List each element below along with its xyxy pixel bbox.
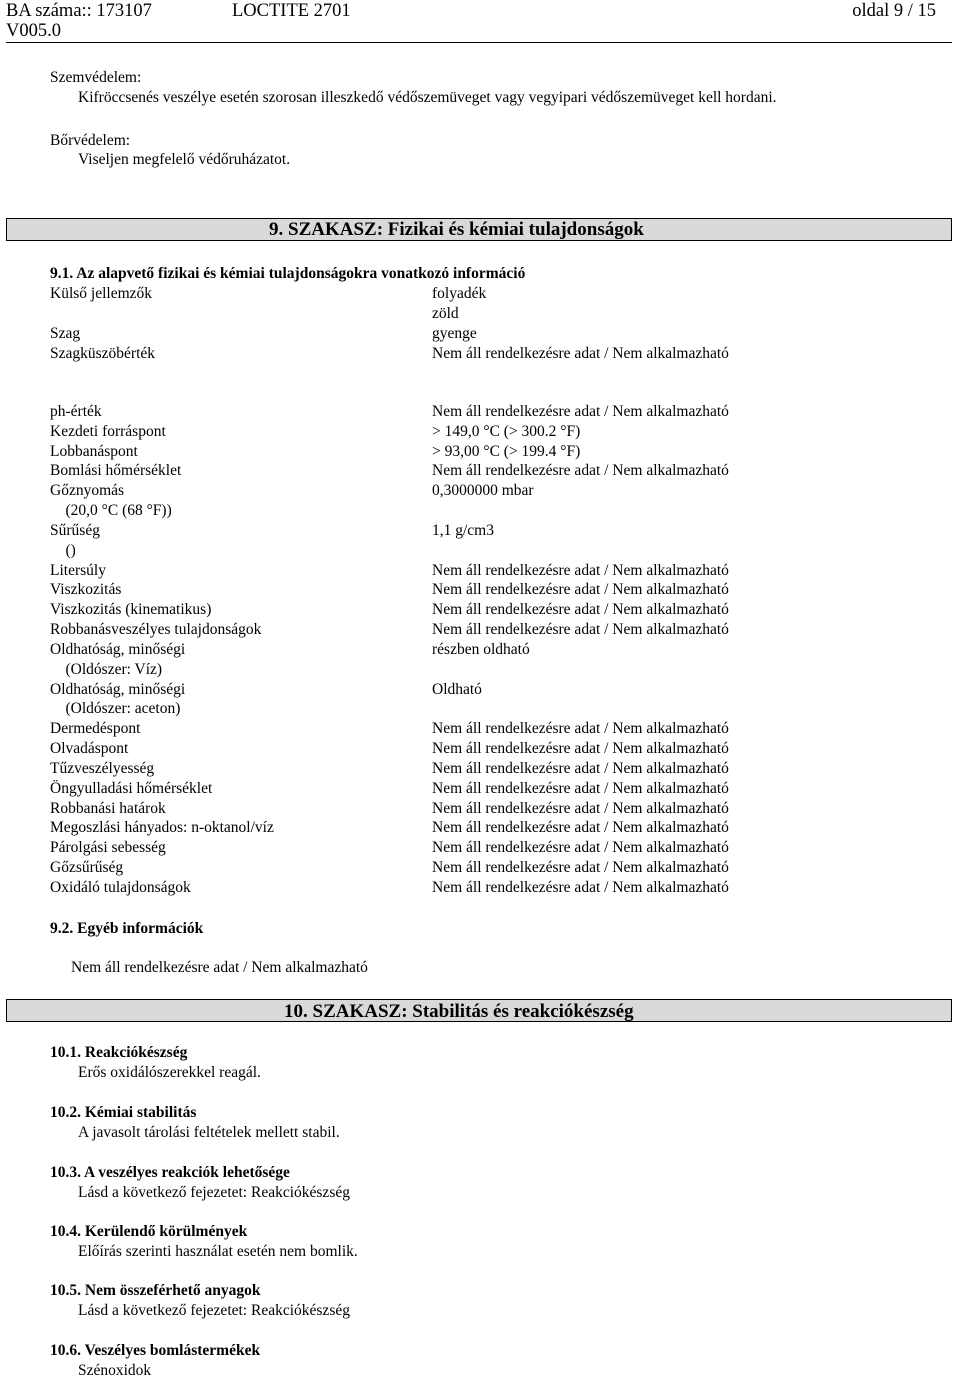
page-number: oldal 9 / 15 — [852, 1, 936, 21]
prop-label: Robbanási határok — [50, 800, 166, 817]
prop-value: folyadék — [432, 285, 487, 302]
prop-value: Nem áll rendelkezésre adat / Nem alkalmazható — [432, 345, 729, 362]
section9-1-title: 9.1. Az alapvető fizikai és kémiai tulajdonságokra vonatkozó információ — [50, 265, 526, 282]
prop-value: Nem áll rendelkezésre adat / Nem alkalmazható — [432, 780, 729, 797]
product-name: LOCTITE 2701 — [232, 1, 351, 21]
prop-label: Viszkozitás — [50, 581, 122, 598]
prop-label: Szagküszöbérték — [50, 345, 156, 362]
header-rule — [6, 42, 952, 43]
prop-value: Nem áll rendelkezésre adat / Nem alkalmazható — [432, 879, 729, 896]
eye-protection-text: Kifröccsenés veszélye esetén szorosan illeszkedő védőszemüveget vagy vegyipari védőszemüveget kell hordani. — [78, 89, 777, 106]
subsection-text: Előírás szerinti használat esetén nem bomlik. — [78, 1243, 358, 1260]
prop-value: > 93,00 °C (> 199.4 °F) — [432, 443, 581, 460]
eye-protection-title: Szemvédelem: — [50, 69, 142, 86]
prop-label: (Oldószer: aceton) — [50, 700, 181, 717]
prop-value: Nem áll rendelkezésre adat / Nem alkalmazható — [432, 760, 729, 777]
subsection-title: 10.5. Nem összeférhető anyagok — [50, 1282, 261, 1299]
prop-value: > 149,0 °C (> 300.2 °F) — [432, 423, 581, 440]
prop-value: Nem áll rendelkezésre adat / Nem alkalmazható — [432, 601, 729, 618]
prop-label: Külső jellemzők — [50, 285, 153, 302]
subsection-text: Lásd a következő fejezetet: Reakciókészség — [78, 1302, 350, 1319]
prop-value: Nem áll rendelkezésre adat / Nem alkalmazható — [432, 621, 729, 638]
prop-value: gyenge — [432, 325, 477, 342]
prop-label: Dermedéspont — [50, 720, 141, 737]
section10-title: 10. SZAKASZ: Stabilitás és reakciókészség — [284, 1001, 634, 1022]
prop-label: Gőzsűrűség — [50, 859, 124, 876]
prop-value: 0,3000000 mbar — [432, 482, 534, 499]
prop-label: Párolgási sebesség — [50, 839, 166, 856]
prop-label: Robbanásveszélyes tulajdonságok — [50, 621, 262, 638]
prop-label: Litersúly — [50, 562, 106, 579]
prop-label: Sűrűség — [50, 522, 100, 539]
skin-protection-text: Viseljen megfelelő védőruházatot. — [78, 151, 291, 168]
prop-label: Kezdeti forráspont — [50, 423, 166, 440]
section9-2-title: 9.2. Egyéb információk — [50, 920, 204, 937]
prop-value: zöld — [432, 305, 459, 322]
prop-label: Tűzveszélyesség — [50, 760, 155, 777]
subsection-text: Szénoxidok — [78, 1362, 152, 1379]
doc-number: BA száma:: 173107 — [6, 1, 152, 21]
subsection-title: 10.4. Kerülendő körülmények — [50, 1223, 248, 1240]
subsection-text: A javasolt tárolási feltételek mellett stabil. — [78, 1124, 340, 1141]
section10-banner — [6, 999, 952, 1022]
prop-value: Oldható — [432, 681, 482, 698]
subsection-text: Erős oxidálószerekkel reagál. — [78, 1064, 261, 1081]
section9-title: 9. SZAKASZ: Fizikai és kémiai tulajdonságok — [269, 219, 644, 240]
prop-label: Öngyulladási hőmérséklet — [50, 780, 213, 797]
prop-label: Oldhatóság, minőségi — [50, 641, 186, 658]
prop-value: Nem áll rendelkezésre adat / Nem alkalmazható — [432, 859, 729, 876]
version: V005.0 — [6, 21, 61, 41]
prop-label: Oxidáló tulajdonságok — [50, 879, 191, 896]
prop-label: Gőznyomás — [50, 482, 125, 499]
skin-protection-title: Bőrvédelem: — [50, 132, 131, 149]
subsection-text: Lásd a következő fejezetet: Reakciókészség — [78, 1184, 350, 1201]
prop-value: Nem áll rendelkezésre adat / Nem alkalmazható — [432, 403, 729, 420]
prop-label: Bomlási hőmérséklet — [50, 462, 182, 479]
prop-value: Nem áll rendelkezésre adat / Nem alkalmazható — [432, 819, 729, 836]
subsection-title: 10.3. A veszélyes reakciók lehetősége — [50, 1164, 290, 1181]
prop-label: ph-érték — [50, 403, 102, 420]
prop-value: részben oldható — [432, 641, 530, 658]
prop-label: (Oldószer: Víz) — [50, 661, 163, 678]
prop-label: Viszkozitás (kinematikus) — [50, 601, 212, 618]
prop-label: Szag — [50, 325, 81, 342]
section9-2-text: Nem áll rendelkezésre adat / Nem alkalmazható — [71, 959, 368, 976]
prop-value: Nem áll rendelkezésre adat / Nem alkalmazható — [432, 562, 729, 579]
prop-value: Nem áll rendelkezésre adat / Nem alkalmazható — [432, 581, 729, 598]
subsection-title: 10.6. Veszélyes bomlástermékek — [50, 1342, 261, 1359]
prop-value: Nem áll rendelkezésre adat / Nem alkalmazható — [432, 740, 729, 757]
prop-value: Nem áll rendelkezésre adat / Nem alkalmazható — [432, 462, 729, 479]
prop-value: Nem áll rendelkezésre adat / Nem alkalmazható — [432, 720, 729, 737]
prop-label: Oldhatóság, minőségi — [50, 681, 186, 698]
prop-label: () — [50, 542, 76, 559]
prop-label: Lobbanáspont — [50, 443, 138, 460]
subsection-title: 10.2. Kémiai stabilitás — [50, 1104, 197, 1121]
subsection-title: 10.1. Reakciókészség — [50, 1044, 188, 1061]
prop-label: Olvadáspont — [50, 740, 129, 757]
prop-value: Nem áll rendelkezésre adat / Nem alkalmazható — [432, 800, 729, 817]
section9-banner — [6, 218, 952, 241]
prop-value: Nem áll rendelkezésre adat / Nem alkalmazható — [432, 839, 729, 856]
prop-label: Megoszlási hányados: n-oktanol/víz — [50, 819, 274, 836]
prop-label: (20,0 °C (68 °F)) — [50, 502, 172, 519]
prop-value: 1,1 g/cm3 — [432, 522, 494, 539]
